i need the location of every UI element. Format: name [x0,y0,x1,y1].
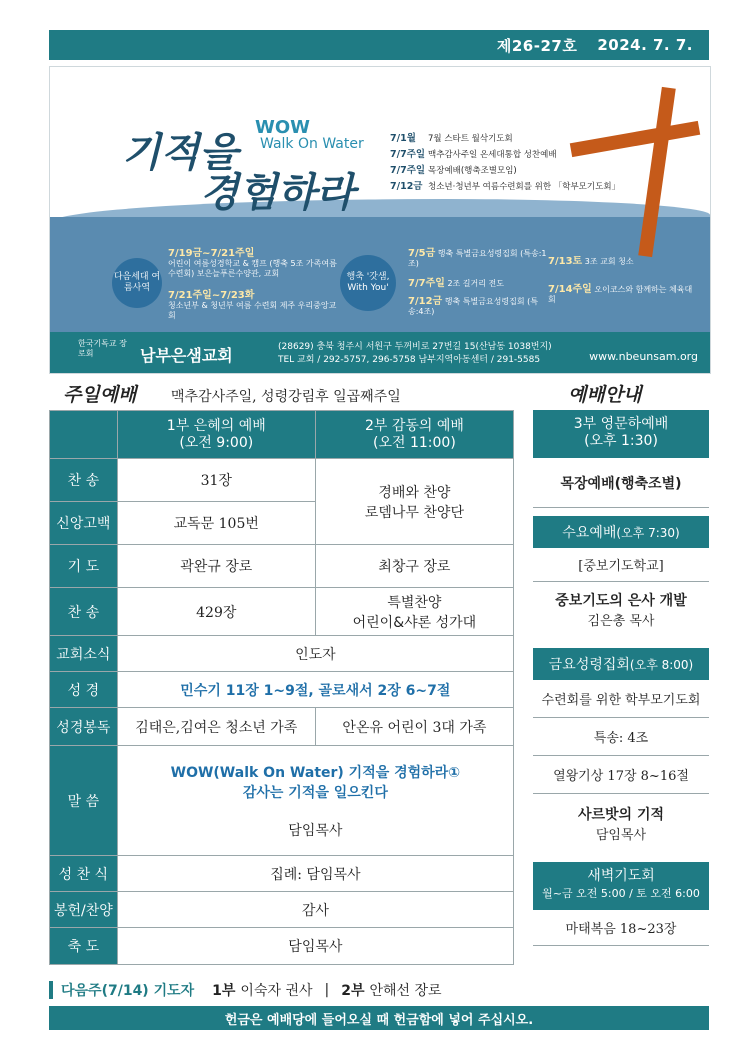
col1-header: 1부 은혜의 예배 (오전 9:00) [117,411,315,459]
wow-sub: Walk On Water [260,136,364,152]
communion: 집례: 담임목사 [117,856,513,892]
sermon: WOW(Walk On Water) 기적을 경험하라① 감사는 기적을 일으킨다 담임목사 [117,746,513,856]
worship-table [49,410,514,965]
hymn2-1: 429장 [117,588,315,636]
reading-2: 안온유 어린이 3대 가족 [315,708,513,746]
event-right-1: 7/13토 3조 교회 청소 [548,256,634,267]
church-website: www.nbeunsam.org [589,350,698,363]
part1-tag: 1부 [212,983,236,999]
next-week-prayer [49,979,442,1001]
accent-bar [49,981,53,999]
next-week-label: 다음주(7/14) 기도자 [61,983,195,999]
worship-heading: 주일예배 [63,384,137,406]
row-label-news: 교회소식 [50,636,118,672]
schedule-item: 7/12금 청소년·청년부 여름수련회를 위한 「학부모기도회」 [390,181,621,192]
banner-schedule [390,131,620,195]
church-prefix: 한국기독교 장로회 [78,339,127,358]
fri-header: 금요성령집회 (오후 8:00) [533,648,709,680]
row-label-reading: 성경봉독 [50,708,118,746]
dawn-scripture: 마태복음 18~23장 [533,910,709,946]
worship-subheading: 맥추감사주일, 성령강림후 일곱째주일 [171,389,401,405]
guide-heading: 예배안내 [568,384,642,406]
event-right-2: 7/14주일 오이코스와 함께하는 체육대회 [548,284,693,304]
wed-header: 수요예배 (오후 7:30) [533,516,709,548]
bubble-next-gen: 다음세대 여름사역 [112,258,162,308]
banner-title-1: 기적을 [122,129,238,176]
schedule-item: 7/7주일 맥추감사주일 온세대통합 성찬예배 [390,149,557,160]
news: 인도자 [117,636,513,672]
event-mid-1: 7/5금 행축 특별금요성령집회 (특송:1조) [408,248,547,268]
event-left-1: 7/19금~7/21주일 어린이 여름성경학교 & 캠프 (행축 5조 가족여름수련회) 보은늘푸른수양관, 교회 [168,248,337,278]
afternoon-desc: 목장예배(행축조별) [533,458,709,508]
praise-2: 경배와 찬양 로뎀나무 찬양단 [315,459,513,545]
hymn-1: 31장 [117,459,315,502]
creed-1: 교독문 105번 [117,502,315,545]
table-corner [50,411,118,459]
banner-title-2: 경험하라 [200,169,355,216]
church-name: 남부은샘교회 [140,346,233,365]
fri-desc: 수련회를 위한 학부모기도회 [533,680,709,718]
row-label-scripture: 성 경 [50,672,118,708]
issue-bar [49,30,709,60]
row-label-hymn2: 찬 송 [50,588,118,636]
schedule-item: 7/7주일 목장예배(행축조별모임) [390,165,517,176]
col2-header: 2부 감동의 예배 (오전 11:00) [315,411,513,459]
worship-guide [533,410,709,946]
event-left-2: 7/21주일~7/23화 청소년부 & 청년부 여름 수련회 제주 우리중앙교회 [168,290,337,320]
event-mid-2: 7/7주일 2조 길거리 전도 [408,278,504,289]
row-label-sermon: 말 씀 [50,746,118,856]
row-label-communion: 성 찬 식 [50,856,118,892]
wow-label: WOW [255,117,311,138]
issue-number: 제26-27호 [496,36,578,55]
wed-school: [중보기도학교] [533,548,709,582]
schedule-item: 7/1월 7월 스타트 월삭기도회 [390,133,513,144]
prayer-2: 최창구 장로 [315,545,513,588]
reading-1: 김태은,김여은 청소년 가족 [117,708,315,746]
fri-scripture: 열왕기상 17장 8~16절 [533,756,709,794]
part2-tag: 2부 [341,983,365,999]
wed-topic: 중보기도의 은사 개발 김은총 목사 [555,592,687,629]
issue-date: 2024. 7. 7. [597,36,693,54]
bubble-with-you: 행축 '갓샘, With You' [340,255,396,311]
fri-topic: 사르밧의 기적 담임목사 [577,806,665,843]
afternoon-header: 3부 영문하예배 (오후 1:30) [533,410,709,458]
row-label-creed: 신앙고백 [50,502,118,545]
banner [49,66,711,374]
row-label-blessing: 축 도 [50,928,118,965]
row-label-offering: 봉헌/찬양 [50,892,118,928]
scripture: 민수기 11장 1~9절, 골로새서 2장 6~7절 [117,672,513,708]
row-label-hymn: 찬 송 [50,459,118,502]
church-address: (28629) 충북 청주시 서원구 두꺼비로 27번길 15(산남동 1038번지) TEL 교회 / 292-5757, 296-5758 남부지역아동센터 / 291-5585 [278,342,552,365]
part1-name: 이숙자 권사 [240,983,313,999]
part2-name: 안해선 장로 [369,983,442,999]
offering-notice: 헌금은 예배당에 들어오실 때 헌금함에 넣어 주십시오. [49,1006,709,1030]
event-mid-3: 7/12금 행축 특별금요성령집회 (특송:4조) [408,296,538,316]
offering: 감사 [117,892,513,928]
separator: | [324,982,330,998]
prayer-1: 곽완규 장로 [117,545,315,588]
fri-special: 특송: 4조 [533,718,709,756]
blessing: 담임목사 [117,928,513,965]
dawn-header: 새벽기도회 월~금 오전 5:00 / 토 오전 6:00 [533,862,709,910]
row-label-prayer: 기 도 [50,545,118,588]
special-praise: 특별찬양 어린이&샤론 성가대 [315,588,513,636]
